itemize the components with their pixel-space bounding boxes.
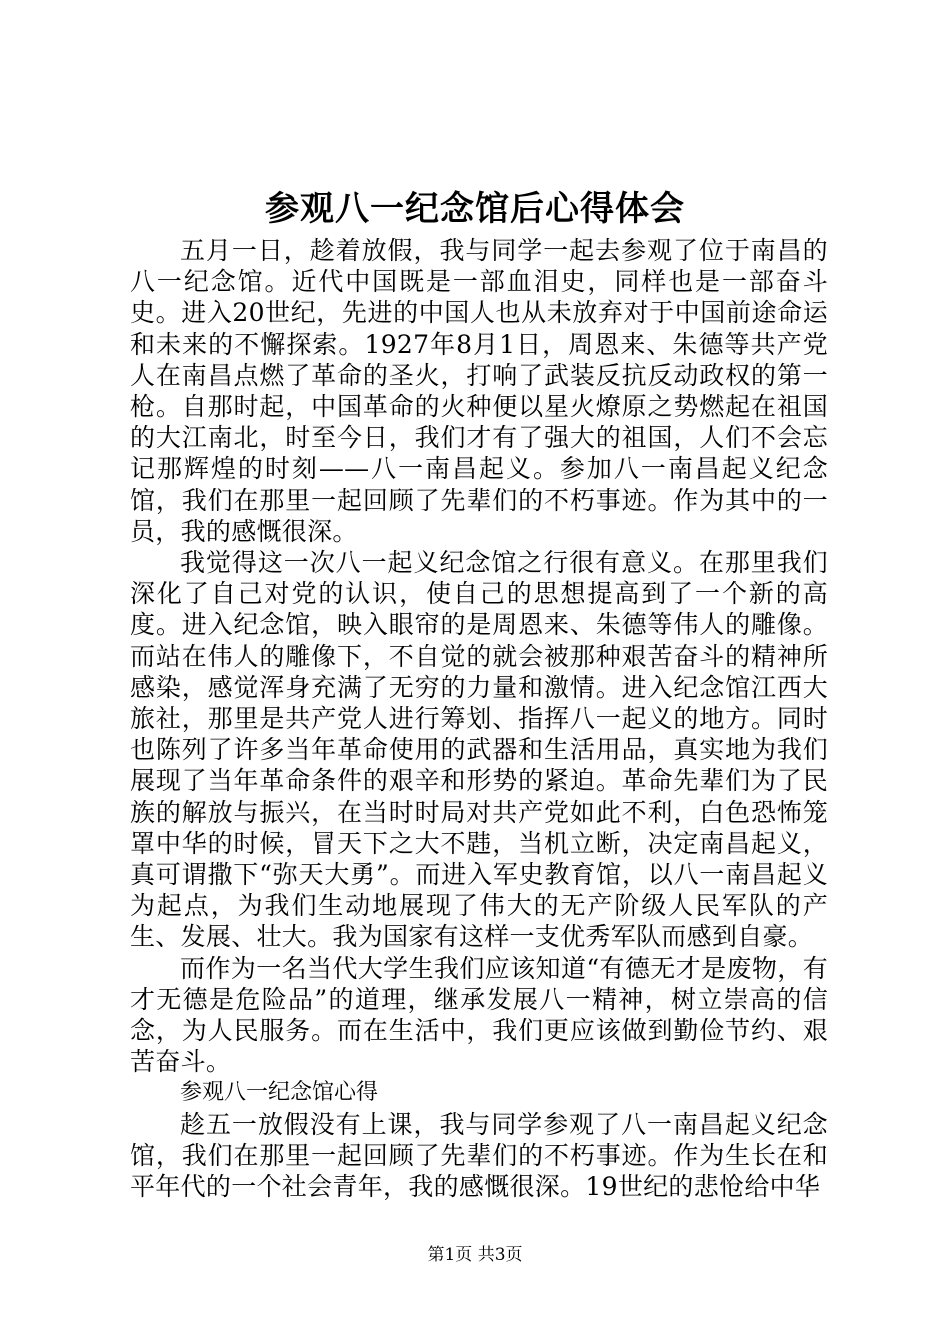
paragraph-3: 而作为一名当代大学生我们应该知道“有德无才是废物，有才无德是危险品”的道理，继承发展八一精神，树立崇高的信念，为人民服务。而在生活中，我们更应该做到勤俭节约、艰苦奋斗。 bbox=[130, 953, 828, 1077]
paragraph-4: 趁五一放假没有上课，我与同学参观了八一南昌起义纪念馆，我们在那里一起回顾了先辈们的不朽事迹。作为生长在和平年代的一个社会青年，我的感慨很深。19世纪的悲怆给中华 bbox=[130, 1109, 828, 1202]
document-body bbox=[130, 235, 828, 1202]
section-subheading: 参观八一纪念馆心得 bbox=[180, 1080, 379, 1106]
paragraph-2: 我觉得这一次八一起义纪念馆之行很有意义。在那里我们深化了自己对党的认识，使自己的思想提高到了一个新的高度。进入纪念馆，映入眼帘的是周恩来、朱德等伟人的雕像。而站在伟人的雕像下，不自觉的就会被那种艰苦奋斗的精神所感染，感觉浑身充满了无穷的力量和激情。进入纪念馆江西大旅社，那里是共产党人进行筹划、指挥八一起义的地方。同时也陈列了许多当年革命使用的武器和生活用品，真实地为我们展现了当年革命条件的艰辛和形势的紧迫。革命先辈们为了民族的解放与振兴，在当时时局对共产党如此不利，白色恐怖笼罩中华的时候，冒天下之大不韪，当机立断，决定南昌起义，真可谓撒下“弥天大勇”。而进入军史教育馆，以八一南昌起义为起点，为我们生动地展现了伟大的无产阶级人民军队的产生、发展、壮大。我为国家有这样一支优秀军队而感到自豪。 bbox=[130, 548, 828, 952]
page-footer: 第1页 共3页 bbox=[427, 1245, 523, 1265]
paragraph-1: 五月一日，趁着放假，我与同学一起去参观了位于南昌的八一纪念馆。近代中国既是一部血泪史，同样也是一部奋斗史。进入20世纪，先进的中国人也从未放弃对于中国前途命运和未来的不懈探索。1927年8月1日，周恩来、朱德等共产党人在南昌点燃了革命的圣火，打响了武装反抗反动政权的第一枪。自那时起，中国革命的火种便以星火燎原之势燃起在祖国的大江南北，时至今日，我们才有了强大的祖国，人们不会忘记那辉煌的时刻——八一南昌起义。参加八一南昌起义纪念馆，我们在那里一起回顾了先辈们的不朽事迹。作为其中的一员，我的感慨很深。 bbox=[130, 236, 828, 546]
document-title: 参观八一纪念馆后心得体会 bbox=[265, 189, 685, 229]
